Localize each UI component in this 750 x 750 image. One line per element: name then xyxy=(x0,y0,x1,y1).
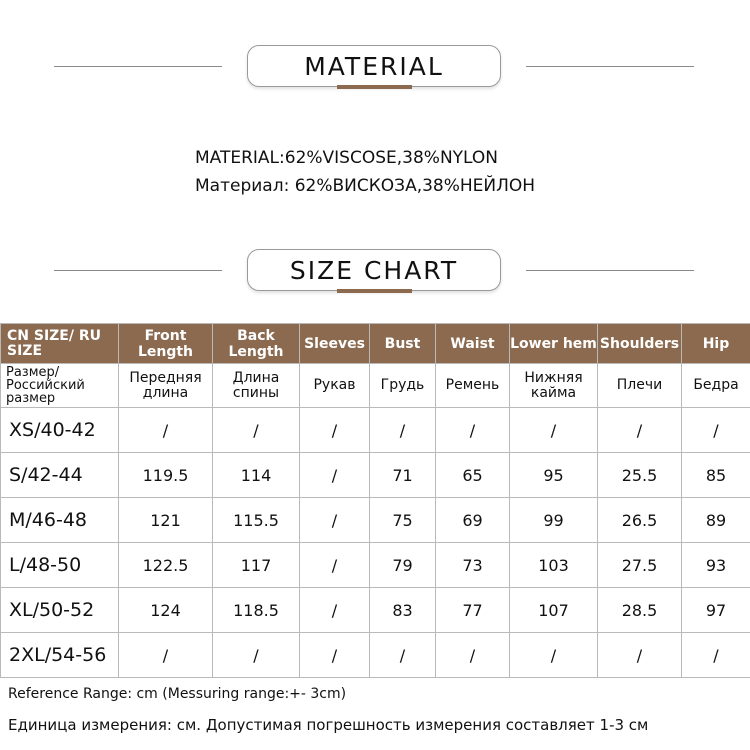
measurement-cell: / xyxy=(436,408,510,453)
size-chart-section-header xyxy=(0,249,750,299)
table-header-ru-row xyxy=(1,364,750,408)
measurement-cell: / xyxy=(300,588,370,633)
measurement-cell: 71 xyxy=(370,453,436,498)
header-cell: CN SIZE/ RU SIZE xyxy=(1,324,119,364)
header-divider-left xyxy=(54,66,222,67)
measurement-cell: 26.5 xyxy=(598,498,682,543)
header-cell: Длина спины xyxy=(213,364,300,408)
table-row xyxy=(1,498,750,543)
measurement-cell: / xyxy=(300,453,370,498)
measurement-cell: / xyxy=(213,633,300,678)
measurement-cell: / xyxy=(510,633,598,678)
measurement-cell: / xyxy=(370,408,436,453)
table-row xyxy=(1,633,750,678)
header-cell: Размер/ Российский размер xyxy=(1,364,119,408)
measurement-cell: / xyxy=(682,633,750,678)
measurement-cell: 93 xyxy=(682,543,750,588)
table-row xyxy=(1,543,750,588)
measurement-cell: / xyxy=(300,498,370,543)
header-cell: Lower hem xyxy=(510,324,598,364)
title-underline-bar xyxy=(337,289,412,293)
header-cell: Front Length xyxy=(119,324,213,364)
measurement-cell: 117 xyxy=(213,543,300,588)
header-cell: Ремень xyxy=(436,364,510,408)
measurement-cell: 99 xyxy=(510,498,598,543)
measurement-cell: / xyxy=(300,633,370,678)
header-cell: Рукав xyxy=(300,364,370,408)
measurement-cell: 83 xyxy=(370,588,436,633)
measurement-cell: / xyxy=(300,543,370,588)
measurement-cell: / xyxy=(598,633,682,678)
size-label-cell: L/48-50 xyxy=(1,543,119,588)
measurement-cell: / xyxy=(682,408,750,453)
measurement-cell: 103 xyxy=(510,543,598,588)
header-cell: Waist xyxy=(436,324,510,364)
measurement-cell: / xyxy=(436,633,510,678)
size-label-cell: S/42-44 xyxy=(1,453,119,498)
measurement-cell: 77 xyxy=(436,588,510,633)
measurement-cell: 95 xyxy=(510,453,598,498)
measurement-cell: / xyxy=(510,408,598,453)
header-cell: Sleeves xyxy=(300,324,370,364)
header-cell: Bust xyxy=(370,324,436,364)
measurement-cell: / xyxy=(598,408,682,453)
measurement-cell: 79 xyxy=(370,543,436,588)
header-divider-left xyxy=(54,270,222,271)
measurement-cell: 121 xyxy=(119,498,213,543)
header-cell: Грудь xyxy=(370,364,436,408)
measurement-cell: 75 xyxy=(370,498,436,543)
size-label-cell: 2XL/54-56 xyxy=(1,633,119,678)
size-label-cell: M/46-48 xyxy=(1,498,119,543)
measurement-cell: 118.5 xyxy=(213,588,300,633)
table-row xyxy=(1,408,750,453)
measurement-cell: 85 xyxy=(682,453,750,498)
measurement-cell: 119.5 xyxy=(119,453,213,498)
material-composition-en: MATERIAL:62%VISCOSE,38%NYLON xyxy=(195,148,499,168)
reference-range-note-ru: Единица измерения: см. Допустимая погрешность измерения составляет 1-3 см xyxy=(8,716,649,734)
size-label-cell: XS/40-42 xyxy=(1,408,119,453)
header-divider-right xyxy=(526,270,694,271)
measurement-cell: 89 xyxy=(682,498,750,543)
measurement-cell: / xyxy=(300,408,370,453)
measurement-cell: / xyxy=(119,408,213,453)
measurement-cell: 107 xyxy=(510,588,598,633)
title-underline-bar xyxy=(337,85,412,89)
header-cell: Нижняя кайма xyxy=(510,364,598,408)
header-cell: Плечи xyxy=(598,364,682,408)
measurement-cell: 25.5 xyxy=(598,453,682,498)
header-cell: Shoulders xyxy=(598,324,682,364)
material-title: MATERIAL xyxy=(247,45,501,87)
measurement-cell: 115.5 xyxy=(213,498,300,543)
measurement-cell: / xyxy=(370,633,436,678)
header-cell: Hip xyxy=(682,324,750,364)
measurement-cell: 27.5 xyxy=(598,543,682,588)
size-label-cell: XL/50-52 xyxy=(1,588,119,633)
header-divider-right xyxy=(526,66,694,67)
header-cell: Бедра xyxy=(682,364,750,408)
header-cell: Back Length xyxy=(213,324,300,364)
table-row xyxy=(1,588,750,633)
measurement-cell: / xyxy=(119,633,213,678)
measurement-cell: 114 xyxy=(213,453,300,498)
measurement-cell: 69 xyxy=(436,498,510,543)
material-composition-ru: Материал: 62%ВИСКОЗА,38%НЕЙЛОН xyxy=(195,176,536,196)
size-chart-title: SIZE CHART xyxy=(247,249,501,291)
measurement-cell: 65 xyxy=(436,453,510,498)
header-cell: Передняя длина xyxy=(119,364,213,408)
material-section-header xyxy=(0,45,750,95)
measurement-cell: 122.5 xyxy=(119,543,213,588)
table-header-en-row xyxy=(1,324,750,364)
measurement-cell: 73 xyxy=(436,543,510,588)
measurement-cell: 28.5 xyxy=(598,588,682,633)
measurement-cell: 124 xyxy=(119,588,213,633)
size-chart-table xyxy=(0,323,750,678)
measurement-cell: / xyxy=(213,408,300,453)
measurement-cell: 97 xyxy=(682,588,750,633)
reference-range-note-en: Reference Range: cm (Messuring range:+- 3cm) xyxy=(8,686,347,702)
table-row xyxy=(1,453,750,498)
